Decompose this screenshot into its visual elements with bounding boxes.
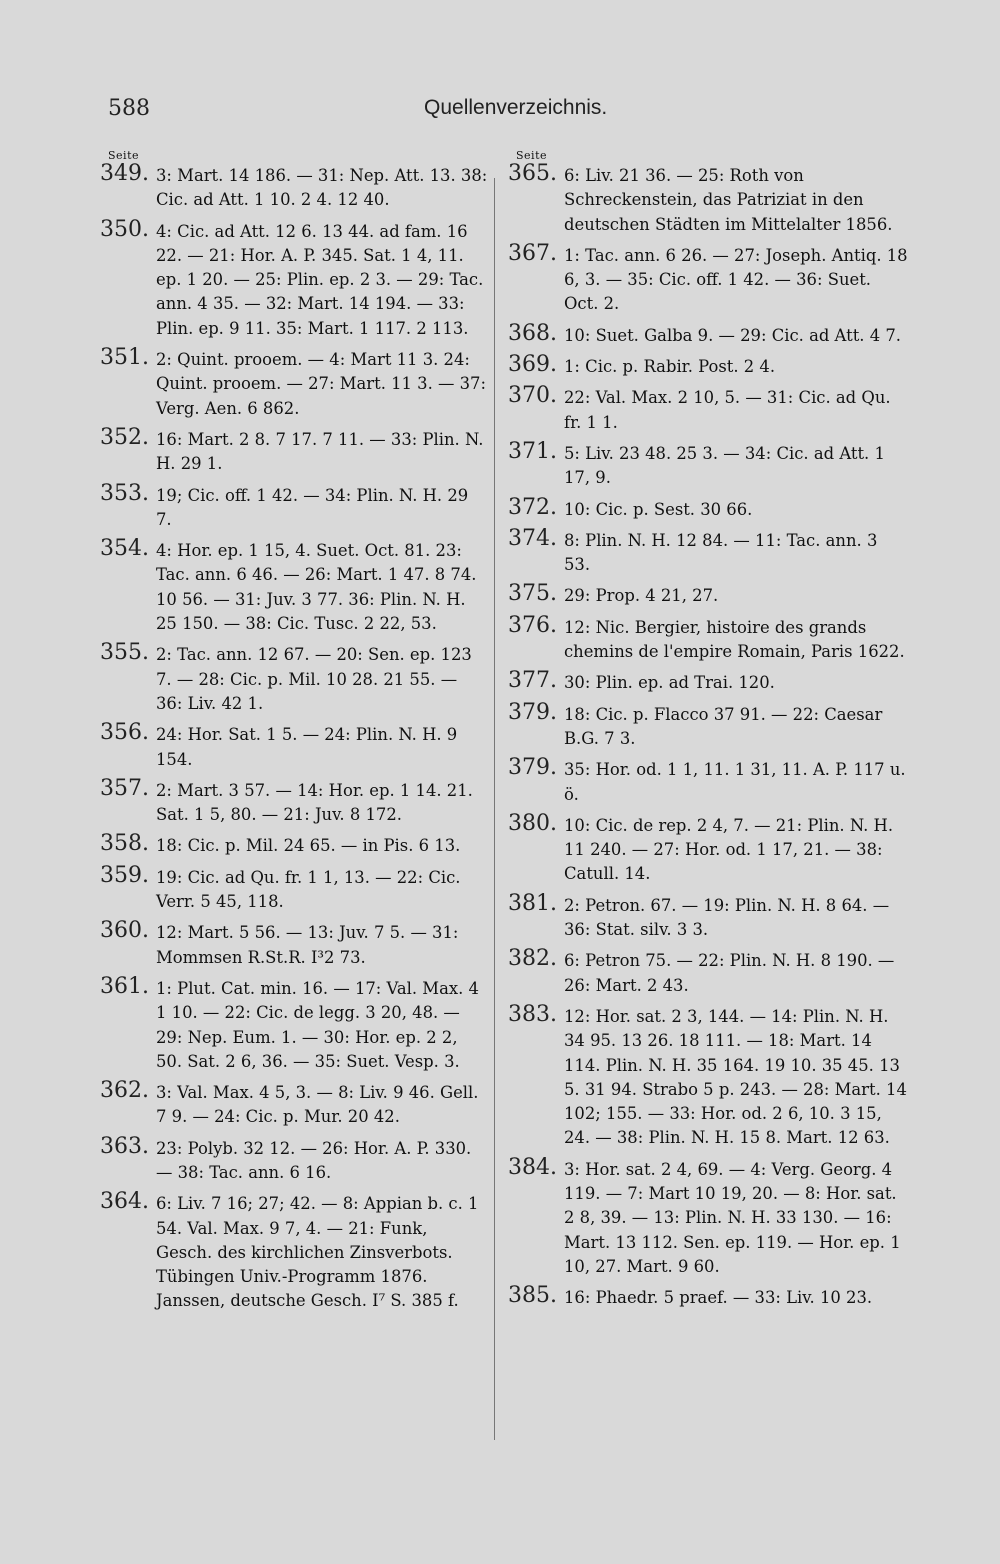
entry-references: 23: Polyb. 32 12. — 26: Hor. A. P. 330. — 38: Tac. ann. 6 16. (156, 1138, 472, 1182)
index-entry (508, 947, 908, 998)
index-entry (100, 482, 488, 533)
entry-page-number: 385. (508, 1283, 557, 1309)
entry-references: 1: Cic. p. Rabir. Post. 2 4. (564, 357, 776, 377)
entry-references: 19: Cic. ad Qu. fr. 1 1, 13. — 22: Cic. Verr. 5 45, 118. (156, 867, 461, 912)
entry-references: 4: Cic. ad Att. 12 6. 13 44. ad fam. 16 22. — 21: Hor. A. P. 345. Sat. 1 4, 11. ep. 1 20. — 25: Plin. ep. 2 3. — 29: Tac. ann. 4 35. — 32: Mart. 14 194. — 33: Plin. ep. 9 11. 35: Mart. 1 117. 2 113. (156, 221, 484, 338)
entry-references: 1: Plut. Cat. min. 16. — 17: Val. Max. 4 1 10. — 22: Cic. de legg. 3 20, 48. — 29: Nep. Eum. 1. — 30: Hor. ep. 2 2, 50. Sat. 2 6, 36. — 35: Suet. Vesp. 3. (156, 978, 479, 1071)
entry-page-number: 361. (100, 973, 149, 999)
index-entry (100, 426, 488, 477)
index-entry (508, 892, 908, 943)
entry-references: 6: Petron 75. — 22: Plin. N. H. 8 190. — 26: Mart. 2 43. (564, 951, 895, 995)
entry-references: 3: Val. Max. 4 5, 3. — 8: Liv. 9 46. Gell. 7 9. — 24: Cic. p. Mur. 20 42. (156, 1083, 479, 1127)
index-entry (100, 641, 488, 716)
index-entry (508, 614, 908, 665)
entry-references: 24: Hor. Sat. 1 5. — 24: Plin. N. H. 9 154. (156, 725, 458, 769)
index-entry (508, 1156, 908, 1279)
index-entry (508, 242, 908, 317)
entry-page-number: 381. (508, 890, 557, 916)
entry-references: 12: Hor. sat. 2 3, 144. — 14: Plin. N. H. 34 95. 13 26. 18 111. — 18: Mart. 14 114. Plin. N. H. 35 164. 19 10. 35 45. 13 5. 31 94. Strabo 5 p. 243. — 28: Mart. 14 102; 155. — 33: Hor. od. 2 6, 10. 3 15, 24. — 38: Plin. N. H. 15 8. Mart. 12 63. (564, 1006, 907, 1148)
right-column (508, 150, 908, 1315)
entry-page-number: 357. (100, 775, 149, 801)
entry-page-number: 356. (100, 720, 149, 746)
entry-page-number: 379. (508, 699, 557, 725)
entry-references: 10: Suet. Galba 9. — 29: Cic. ad Att. 4 7. (564, 325, 901, 345)
entry-references: 6: Liv. 7 16; 27; 42. — 8: Appian b. c. 1 54. Val. Max. 9 7, 4. — 21: Funk, Gesch. des kirchlichen Zinsverbots. Tübingen Univ.-Programm 1876. Janssen, deutsche Gesch. I⁷ S. 385 f. (156, 1194, 479, 1311)
entry-page-number: 375. (508, 581, 557, 607)
left-entries (100, 162, 488, 1314)
entry-page-number: 360. (100, 918, 149, 944)
index-entry (100, 218, 488, 341)
entry-page-number: 353. (100, 480, 149, 506)
entry-page-number: 372. (508, 494, 557, 520)
entry-references: 16: Mart. 2 8. 7 17. 7 11. — 33: Plin. N. H. 29 1. (156, 429, 484, 474)
index-entry (508, 1284, 908, 1310)
entry-page-number: 352. (100, 424, 149, 450)
page-header (108, 96, 608, 126)
entry-references: 18: Cic. p. Mil. 24 65. — in Pis. 6 13. (156, 836, 461, 856)
index-entry (100, 537, 488, 636)
entry-page-number: 380. (508, 810, 557, 836)
index-entry (100, 1079, 488, 1130)
entry-page-number: 351. (100, 345, 149, 371)
entry-references: 16: Phaedr. 5 praef. — 33: Liv. 10 23. (564, 1288, 873, 1308)
entry-references: 35: Hor. od. 1 1, 11. 1 31, 11. A. P. 117 u. ö. (564, 760, 906, 804)
index-entry (508, 1003, 908, 1151)
index-entry (100, 864, 488, 915)
entry-references: 19; Cic. off. 1 42. — 34: Plin. N. H. 29 7. (156, 485, 469, 529)
column-divider (494, 178, 495, 1440)
index-entry (100, 1135, 488, 1186)
left-column (100, 150, 488, 1319)
index-entry (508, 440, 908, 491)
entry-references: 3: Mart. 14 186. — 31: Nep. Att. 13. 38: Cic. ad Att. 1 10. 2 4. 12 40. (156, 166, 488, 210)
index-entry (100, 721, 488, 772)
entry-references: 18: Cic. p. Flacco 37 91. — 22: Caesar B.G. 7 3. (564, 704, 883, 748)
entry-references: 30: Plin. ep. ad Trai. 120. (564, 673, 775, 693)
entry-page-number: 350. (100, 216, 149, 242)
index-entry (508, 812, 908, 887)
index-entry (508, 162, 908, 237)
seite-label: Seite (108, 149, 139, 162)
entry-references: 3: Hor. sat. 2 4, 69. — 4: Verg. Georg. 4 119. — 7: Mart 10 19, 20. — 8: Hor. sat. 2 8, 39. — 13: Plin. N. H. 33 130. — 16: Mart. 13 112. Sen. ep. 119. — Hor. ep. 1 10, 27. Mart. 9 60. (564, 1159, 901, 1276)
seite-label: Seite (516, 149, 547, 162)
entry-references: 12: Mart. 5 56. — 13: Juv. 7 5. — 31: Mommsen R.St.R. I³2 73. (156, 923, 459, 967)
entry-references: 1: Tac. ann. 6 26. — 27: Joseph. Antiq. 18 6, 3. — 35: Cic. off. 1 42. — 36: Suet. Oct. 2. (564, 245, 908, 314)
entry-page-number: 363. (100, 1133, 149, 1159)
entry-references: 2: Petron. 67. — 19: Plin. N. H. 8 64. — 36: Stat. silv. 3 3. (564, 895, 890, 940)
entry-references: 5: Liv. 23 48. 25 3. — 34: Cic. ad Att. 1 17, 9. (564, 443, 885, 488)
entry-page-number: 354. (100, 536, 149, 562)
index-entry (100, 1190, 488, 1313)
entry-references: 2: Tac. ann. 12 67. — 20: Sen. ep. 123 7. — 28: Cic. p. Mil. 10 28. 21 55. — 36: Liv. 42 1. (156, 645, 472, 713)
entry-page-number: 370. (508, 383, 557, 409)
entry-page-number: 379. (508, 755, 557, 781)
entry-page-number: 349. (100, 161, 149, 186)
index-entry (100, 162, 488, 213)
entry-page-number: 358. (100, 831, 149, 857)
index-entry (508, 384, 908, 435)
entry-page-number: 367. (508, 240, 557, 266)
entry-page-number: 369. (508, 352, 557, 378)
index-entry (508, 582, 908, 608)
entry-page-number: 382. (508, 946, 557, 972)
entry-page-number: 365. (508, 161, 557, 186)
entry-page-number: 376. (508, 612, 557, 638)
entry-page-number: 371. (508, 438, 557, 464)
index-entry (100, 777, 488, 828)
entry-references: 4: Hor. ep. 1 15, 4. Suet. Oct. 81. 23: Tac. ann. 6 46. — 26: Mart. 1 47. 8 74. 10 56. — 31: Juv. 3 77. 36: Plin. N. H. 25 150. — 38: Cic. Tusc. 2 22, 53. (156, 541, 477, 634)
index-entry (508, 756, 908, 807)
entry-page-number: 377. (508, 668, 557, 694)
index-entry (100, 975, 488, 1074)
index-entry (100, 346, 488, 421)
entry-page-number: 368. (508, 320, 557, 346)
entry-page-number: 355. (100, 640, 149, 666)
entry-page-number: 384. (508, 1154, 557, 1180)
index-entry (508, 701, 908, 752)
entry-page-number: 364. (100, 1189, 149, 1215)
entry-references: 2: Quint. prooem. — 4: Mart 11 3. 24: Quint. prooem. — 27: Mart. 11 3. — 37: Verg. Aen. 6 862. (156, 350, 487, 418)
page-number: 588 (108, 96, 150, 121)
right-entries (508, 162, 908, 1310)
index-entry (508, 669, 908, 695)
entry-references: 29: Prop. 4 21, 27. (564, 586, 719, 606)
entry-page-number: 362. (100, 1078, 149, 1104)
entry-page-number: 374. (508, 525, 557, 551)
entry-references: 12: Nic. Bergier, histoire des grands chemins de l'empire Romain, Paris 1622. (564, 617, 905, 662)
entry-page-number: 359. (100, 862, 149, 888)
entry-references: 2: Mart. 3 57. — 14: Hor. ep. 1 14. 21. Sat. 1 5, 80. — 21: Juv. 8 172. (156, 780, 473, 825)
entry-page-number: 383. (508, 1001, 557, 1027)
index-entry (508, 353, 908, 379)
entry-references: 10: Cic. p. Sest. 30 66. (564, 499, 753, 519)
entry-references: 22: Val. Max. 2 10, 5. — 31: Cic. ad Qu. fr. 1 1. (564, 388, 891, 432)
running-title: Quellenverzeichnis. (424, 96, 608, 119)
entry-references: 6: Liv. 21 36. — 25: Roth von Schreckenstein, das Patriziat in den deutschen Städten im Mittelalter 1856. (564, 166, 893, 234)
index-entry (508, 496, 908, 522)
index-entry (508, 322, 908, 348)
entry-references: 8: Plin. N. H. 12 84. — 11: Tac. ann. 3 53. (564, 530, 878, 575)
entry-references: 10: Cic. de rep. 2 4, 7. — 21: Plin. N. H. 11 240. — 27: Hor. od. 1 17, 21. — 38: Catull. 14. (564, 815, 894, 884)
index-entry (100, 832, 488, 858)
index-entry (508, 527, 908, 578)
index-entry (100, 919, 488, 970)
